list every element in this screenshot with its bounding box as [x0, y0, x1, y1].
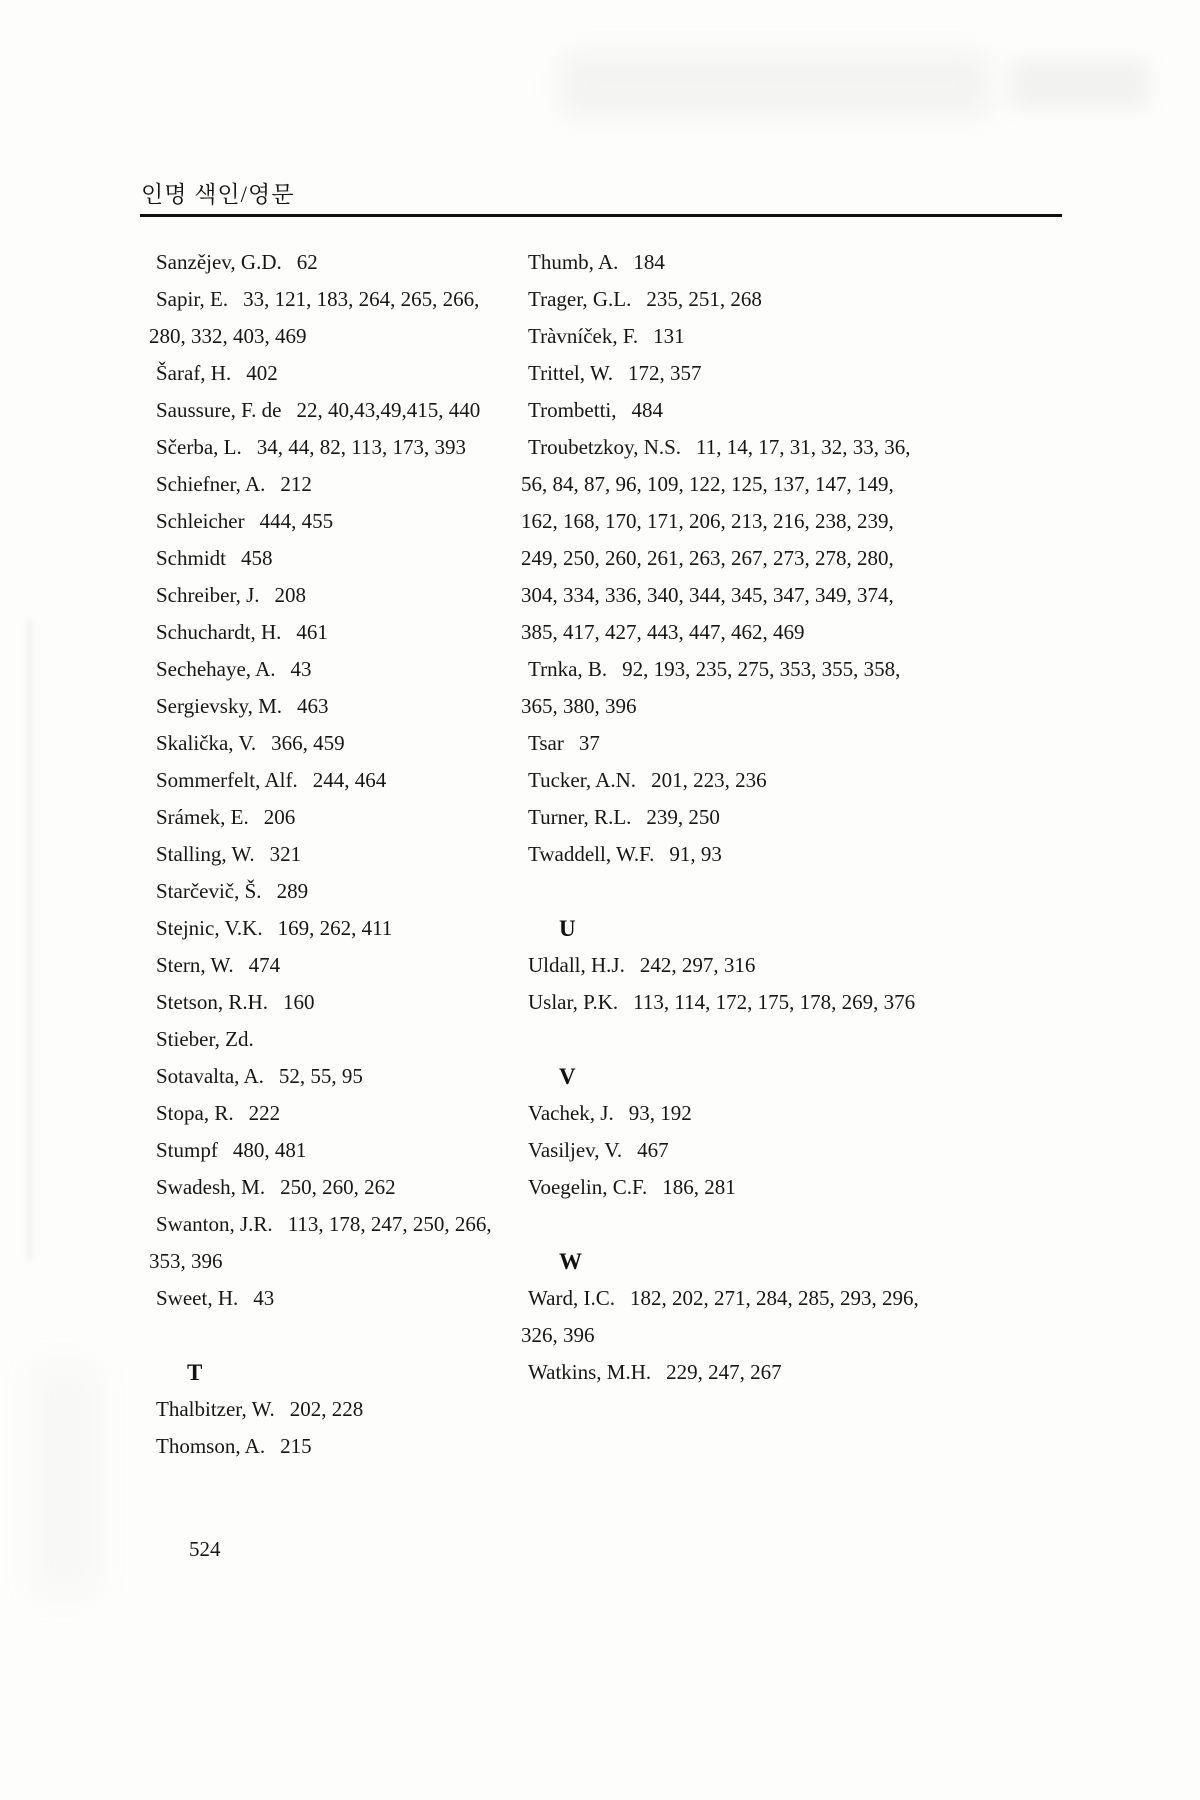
index-entry — [149, 1132, 507, 1169]
index-entry — [521, 1095, 933, 1132]
index-entry — [149, 688, 507, 725]
entry-name: Sechehaye, A. — [156, 657, 276, 681]
index-entry — [521, 725, 933, 762]
entry-name: Skalička, V. — [156, 731, 257, 755]
entry-name: Sweet, H. — [156, 1286, 239, 1310]
entry-name: Troubetzkoy, N.S. — [528, 435, 682, 459]
entry-pages: 33, 121, 183, 264, 265, 266, 280, 332, 403, 469 — [149, 287, 480, 348]
index-entry — [149, 429, 507, 466]
entry-name: Schreiber, J. — [156, 583, 260, 607]
entry-name: Stumpf — [156, 1138, 218, 1162]
entry-pages: 93, 192 — [628, 1101, 692, 1125]
index-entry — [149, 947, 507, 984]
entry-pages: 458 — [241, 546, 273, 570]
index-entry — [149, 1169, 507, 1206]
entry-pages: 34, 44, 82, 113, 173, 393 — [256, 435, 466, 459]
index-entry — [149, 1391, 507, 1428]
index-entry — [149, 873, 507, 910]
entry-name: Schleicher — [156, 509, 245, 533]
entry-pages: 484 — [631, 398, 663, 422]
entry-name: Schiefner, A. — [156, 472, 266, 496]
entry-name: Schmidt — [156, 546, 227, 570]
entry-pages: 222 — [248, 1101, 281, 1125]
page-number: 524 — [189, 1537, 221, 1561]
entry-name: Swanton, J.R. — [156, 1212, 273, 1236]
index-entry — [149, 392, 507, 429]
entry-name: Uldall, H.J. — [528, 953, 625, 977]
index-entry — [521, 1280, 933, 1354]
index-entry — [149, 540, 507, 577]
index-entry — [521, 799, 933, 836]
entry-pages: 229, 247, 267 — [666, 1360, 782, 1384]
entry-pages: 186, 281 — [662, 1175, 736, 1199]
index-entry — [521, 762, 933, 799]
entry-pages: 131 — [653, 324, 685, 348]
entry-pages: 366, 459 — [271, 731, 345, 755]
entry-pages: 239, 250 — [646, 805, 720, 829]
entry-name: Ward, I.C. — [528, 1286, 615, 1310]
index-entry — [149, 614, 507, 651]
entry-name: Sommerfelt, Alf. — [156, 768, 298, 792]
entry-name: Srámek, E. — [156, 805, 249, 829]
scan-artifact — [1010, 58, 1150, 110]
entry-name: Thalbitzer, W. — [156, 1397, 275, 1421]
entry-pages: 113, 114, 172, 175, 178, 269, 376 — [633, 990, 916, 1014]
entry-pages: 92, 193, 235, 275, 353, 355, 358, 365, 380, 396 — [521, 657, 901, 718]
entry-pages: 474 — [248, 953, 281, 977]
index-section-letter: W — [559, 1249, 582, 1274]
entry-pages: 480, 481 — [232, 1138, 307, 1162]
index-entry — [521, 355, 933, 392]
entry-pages: 250, 260, 262 — [280, 1175, 396, 1199]
entry-name: Stalling, W. — [156, 842, 255, 866]
entry-pages: 206 — [263, 805, 296, 829]
index-entry — [521, 244, 933, 281]
index-entry — [149, 281, 507, 355]
entry-pages: 208 — [274, 583, 307, 607]
entry-pages: 461 — [296, 620, 328, 644]
index-section-letter: T — [187, 1360, 203, 1385]
entry-pages: 212 — [280, 472, 312, 496]
index-entry — [149, 503, 507, 540]
entry-name: Voegelin, C.F. — [528, 1175, 648, 1199]
index-entry — [149, 466, 507, 503]
entry-pages: 182, 202, 271, 284, 285, 293, 296, 326, 396 — [521, 1286, 919, 1347]
entry-name: Trager, G.L. — [528, 287, 632, 311]
index-entry — [521, 318, 933, 355]
entry-pages: 43 — [290, 657, 312, 681]
index-entry — [149, 1428, 507, 1465]
entry-pages: 242, 297, 316 — [639, 953, 756, 977]
index-section-letter: U — [559, 916, 576, 941]
page-header-title: 인명 색인/영문 — [141, 182, 295, 207]
scan-artifact — [560, 52, 990, 118]
index-entry — [149, 1095, 507, 1132]
entry-name: Tucker, A.N. — [528, 768, 637, 792]
index-entry — [521, 947, 933, 984]
index-left-column — [149, 244, 507, 1465]
entry-pages: 202, 228 — [289, 1397, 364, 1421]
scan-artifact — [26, 620, 33, 1260]
entry-name: Sčerba, L. — [156, 435, 242, 459]
entry-name: Swadesh, M. — [156, 1175, 266, 1199]
entry-pages: 321 — [269, 842, 302, 866]
entry-pages: 235, 251, 268 — [646, 287, 762, 311]
entry-pages: 201, 223, 236 — [651, 768, 767, 792]
entry-pages: 402 — [246, 361, 278, 385]
scan-artifact — [30, 1360, 100, 1600]
index-entry — [521, 651, 933, 725]
entry-pages: 172, 357 — [628, 361, 702, 385]
entry-pages: 160 — [283, 990, 315, 1014]
index-entry — [149, 651, 507, 688]
index-entry — [521, 281, 933, 318]
index-entry — [149, 910, 507, 947]
index-entry — [149, 1021, 507, 1058]
entry-name: Stern, W. — [156, 953, 234, 977]
entry-pages: 184 — [633, 250, 665, 274]
entry-name: Stetson, R.H. — [156, 990, 269, 1014]
index-entry — [521, 1169, 933, 1206]
entry-name: Tràvníček, F. — [528, 324, 639, 348]
entry-pages: 467 — [637, 1138, 669, 1162]
entry-name: Vachek, J. — [528, 1101, 614, 1125]
index-entry — [149, 1280, 507, 1317]
index-entry — [521, 984, 933, 1021]
entry-name: Trnka, B. — [528, 657, 608, 681]
entry-pages: 11, 14, 17, 31, 32, 33, 36, 56, 84, 87, 96, 109, 122, 125, 137, 147, 149, 162, 168, 170, 171, 206, 213, 216, 238, 239, 249, 250, 260, 261, 263, 267, 273, 278, 280, 304, 334, 336, 340, 344, 345, 347, 349, 374, 385, 417, 427, 443, 447, 462, 469 — [521, 435, 911, 644]
entry-name: Sergievsky, M. — [156, 694, 282, 718]
index-entry — [521, 836, 933, 873]
index-entry — [521, 1132, 933, 1169]
entry-name: Turner, R.L. — [528, 805, 632, 829]
entry-pages: 52, 55, 95 — [278, 1064, 363, 1088]
entry-pages: 444, 455 — [259, 509, 334, 533]
entry-name: Stieber, Zd. — [156, 1027, 254, 1051]
index-right-column — [521, 244, 933, 1391]
entry-name: Sotavalta, A. — [156, 1064, 264, 1088]
index-entry — [521, 392, 933, 429]
entry-name: Saussure, F. de — [156, 398, 282, 422]
entry-name: Starčevič, Š. — [156, 879, 262, 903]
entry-pages: 22, 40,43,49,415, 440 — [296, 398, 481, 422]
index-entry — [149, 355, 507, 392]
entry-name: Stejnic, V.K. — [156, 916, 263, 940]
entry-pages: 91, 93 — [669, 842, 722, 866]
entry-name: Thumb, A. — [528, 250, 619, 274]
index-entry — [149, 1058, 507, 1095]
entry-pages: 169, 262, 411 — [277, 916, 393, 940]
entry-pages: 215 — [280, 1434, 312, 1458]
index-entry — [149, 836, 507, 873]
entry-name: Watkins, M.H. — [528, 1360, 652, 1384]
entry-pages: 289 — [276, 879, 309, 903]
header-rule — [140, 214, 1062, 217]
entry-name: Sanzějev, G.D. — [156, 250, 282, 274]
entry-pages: 244, 464 — [312, 768, 387, 792]
index-section-letter: V — [559, 1064, 576, 1089]
index-entry — [149, 577, 507, 614]
index-entry — [149, 984, 507, 1021]
entry-name: Šaraf, H. — [156, 361, 232, 385]
entry-name: Schuchardt, H. — [156, 620, 282, 644]
index-entry — [149, 799, 507, 836]
entry-name: Trombetti, — [528, 398, 617, 422]
entry-name: Trittel, W. — [528, 361, 614, 385]
index-entry — [149, 762, 507, 799]
index-entry — [149, 725, 507, 762]
entry-name: Thomson, A. — [156, 1434, 266, 1458]
entry-name: Uslar, P.K. — [528, 990, 619, 1014]
index-entry — [149, 244, 507, 281]
index-entry — [521, 1354, 933, 1391]
index-entry — [521, 429, 933, 651]
entry-name: Tsar — [528, 731, 564, 755]
entry-name: Sapir, E. — [156, 287, 229, 311]
entry-pages: 113, 178, 247, 250, 266, 353, 396 — [149, 1212, 492, 1273]
entry-pages: 463 — [297, 694, 329, 718]
entry-pages: 62 — [296, 250, 318, 274]
entry-pages: 43 — [253, 1286, 275, 1310]
index-entry — [149, 1206, 507, 1280]
entry-name: Stopa, R. — [156, 1101, 234, 1125]
entry-name: Vasiljev, V. — [528, 1138, 623, 1162]
entry-pages: 37 — [578, 731, 600, 755]
entry-name: Twaddell, W.F. — [528, 842, 655, 866]
